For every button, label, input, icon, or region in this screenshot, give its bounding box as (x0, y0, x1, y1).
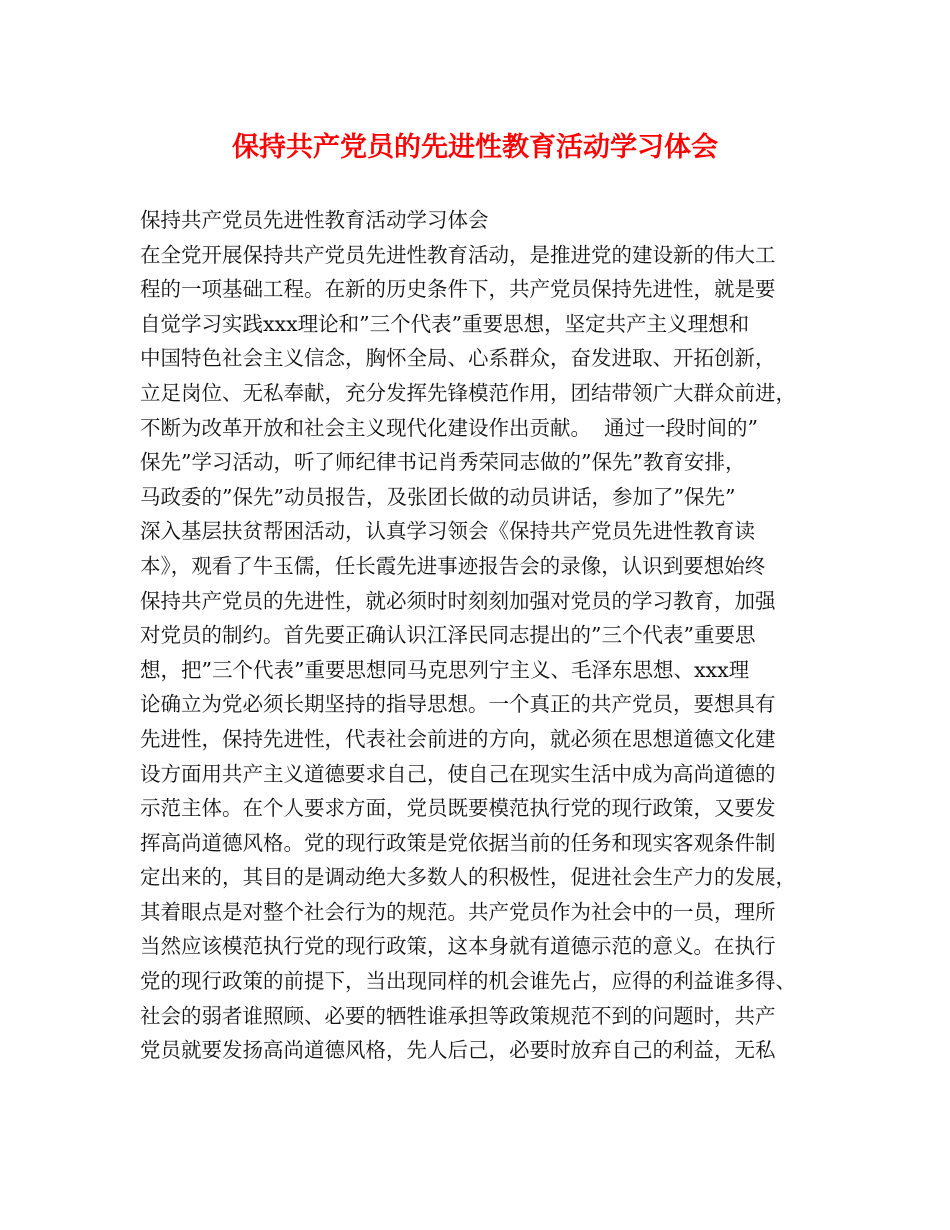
body-line: 社会的弱者谁照顾、必要的牺牲谁承担等政策规范不到的问题时，共产 (140, 1003, 776, 1028)
body-line: 定出来的，其目的是调动绝大多数人的积极性，促进社会生产力的发展， (140, 865, 796, 890)
body-line: 党员就要发扬高尚道德风格，先人后己，必要时放弃自己的利益，无私 (140, 1038, 776, 1063)
body-line: 立足岗位、无私奉献，充分发挥先锋模范作用，团结带领广大群众前进， (140, 380, 796, 405)
body-line: 马政委的”保先”动员报告，及张团长做的动员讲话，参加了”保先” (140, 484, 736, 509)
body-line: 想，把”三个代表”重要思想同马克思列宁主义、毛泽东思想、xxx理 (140, 657, 750, 682)
body-line: 深入基层扶贫帮困活动，认真学习领会《保持共产党员先进性教育读 (140, 519, 755, 544)
body-line: 当然应该模范执行党的现行政策，这本身就有道德示范的意义。在执行 (140, 934, 776, 959)
body-line: 中国特色社会主义信念，胸怀全局、心系群众，奋发进取、开拓创新， (140, 346, 776, 371)
body-line: 挥高尚道德风格。党的现行政策是党依据当前的任务和现实客观条件制 (140, 830, 776, 855)
body-line: 保先”学习活动，听了师纪律书记肖秀荣同志做的”保先”教育安排， (140, 450, 746, 475)
body-line: 本》，观看了牛玉儒，任长霞先进事迹报告会的录像，认识到要想始终 (140, 553, 766, 578)
body-line: 对党员的制约。首先要正确认识江泽民同志提出的”三个代表”重要思 (140, 623, 756, 648)
body-line: 其着眼点是对整个社会行为的规范。共产党员作为社会中的一员，理所 (140, 899, 776, 924)
body-line: 程的一项基础工程。在新的历史条件下，共产党员保持先进性，就是要 (140, 277, 776, 302)
body-line: 保持共产党员的先进性，就必须时时刻刻加强对党员的学习教育，加强 (140, 588, 776, 613)
body-line: 自觉学习实践xxx理论和”三个代表”重要思想，坚定共产主义理想和 (140, 311, 750, 336)
body-line: 在全党开展保持共产党员先进性教育活动，是推进党的建设新的伟大工 (140, 242, 776, 267)
body-line: 不断为改革开放和社会主义现代化建设作出贡献。 通过一段时间的” (140, 415, 759, 440)
body-line: 示范主体。在个人要求方面，党员既要模范执行党的现行政策，又要发 (140, 796, 776, 821)
body-line: 保持共产党员先进性教育活动学习体会 (140, 208, 489, 232)
body-line: 党的现行政策的前提下，当出现同样的机会谁先占，应得的利益谁多得、 (140, 969, 796, 994)
body-line: 论确立为党必须长期坚持的指导思想。一个真正的共产党员，要想具有 (140, 692, 776, 717)
body-line: 设方面用共产主义道德要求自己，使自己在现实生活中成为高尚道德的 (140, 761, 776, 786)
body-line: 先进性，保持先进性，代表社会前进的方向，就必须在思想道德文化建 (140, 726, 776, 751)
document-title: 保持共产党员的先进性教育活动学习体会 (232, 132, 718, 163)
document-body (140, 203, 830, 1068)
